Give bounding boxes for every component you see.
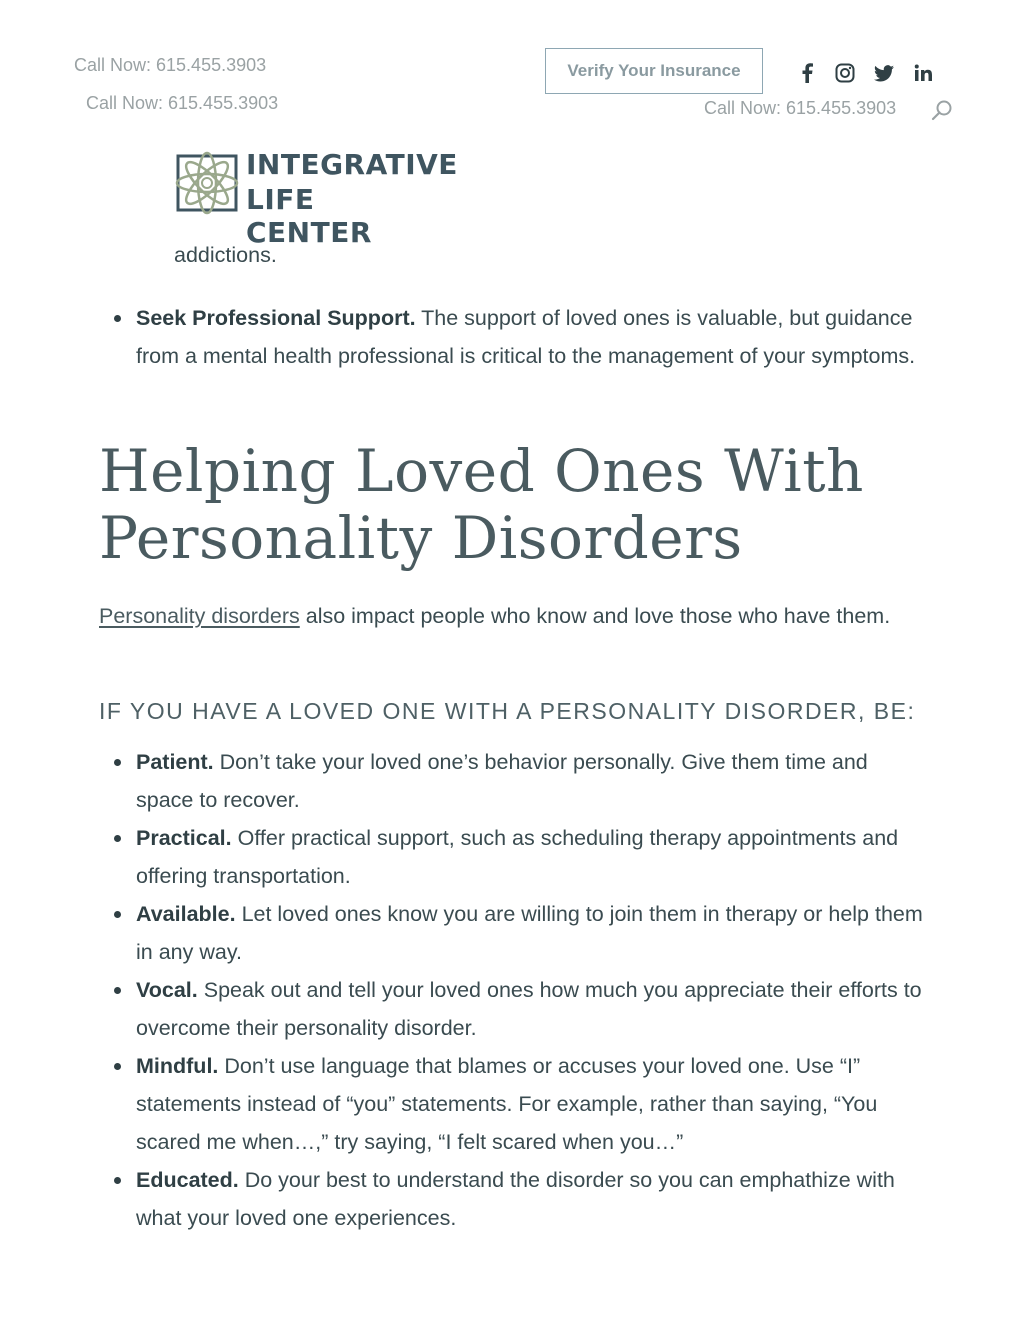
twitter-icon[interactable]	[873, 62, 895, 84]
list-item-text: Offer practical support, such as scheduling therapy appointments and offering transportation.	[136, 826, 899, 888]
personality-disorders-link[interactable]: Personality disorders	[99, 604, 300, 628]
intro-text: also impact people who know and love those who have them.	[299, 604, 891, 628]
list-item-title: Vocal.	[136, 978, 198, 1002]
list-item-title: Mindful.	[136, 1054, 219, 1078]
section-subheading: IF YOU HAVE A LOVED ONE WITH A PERSONALITY DISORDER, BE:	[99, 698, 916, 724]
list-item	[99, 299, 929, 375]
list-item-text: Do your best to understand the disorder so you can emphathize with what your loved one experiences.	[136, 1168, 895, 1230]
logo-line-2: LIFE CENTER	[246, 183, 372, 249]
page-heading: Helping Loved Ones With Personality Disorders	[99, 437, 864, 572]
text-fragment: addictions.	[174, 243, 277, 267]
call-now-link[interactable]: Call Now: 615.455.3903	[74, 55, 267, 75]
list-item-title: Educated.	[136, 1168, 239, 1192]
instagram-icon[interactable]	[834, 62, 856, 84]
list-item	[99, 743, 929, 819]
list-item-text: Let loved ones know you are willing to join them in therapy or help them in any way.	[136, 902, 923, 964]
list-item-title: Seek Professional Support.	[136, 306, 416, 330]
tips-list	[99, 743, 929, 1237]
list-item-text: Speak out and tell your loved ones how much you appreciate their efforts to overcome their personality disorder.	[136, 978, 922, 1040]
facebook-icon[interactable]	[796, 62, 818, 84]
list-item	[99, 819, 929, 895]
logo[interactable]	[172, 146, 458, 249]
list-item-text: Don’t use language that blames or accuses your loved one. Use “I” statements instead of “you” statements. For example, rather than saying, “You scared me when…,” try saying, “I felt scared when you…”	[136, 1054, 878, 1154]
logo-mark-icon	[172, 146, 242, 220]
intro-paragraph	[99, 597, 929, 635]
seek-support-list	[99, 299, 929, 375]
list-item	[99, 895, 929, 971]
logo-line-1: INTEGRATIVE	[246, 148, 458, 181]
search-icon[interactable]	[930, 98, 954, 122]
list-item-title: Practical.	[136, 826, 232, 850]
list-item-title: Patient.	[136, 750, 214, 774]
verify-insurance-button[interactable]: Verify Your Insurance	[545, 48, 763, 94]
linkedin-icon[interactable]	[912, 62, 934, 84]
list-item-text: The support of loved ones is valuable, but guidance from a mental health professional is critical to the management of your symptoms.	[136, 306, 916, 368]
call-now-link[interactable]: Call Now: 615.455.3903	[704, 98, 897, 118]
list-item-text: Don’t take your loved one’s behavior personally. Give them time and space to recover.	[136, 750, 868, 812]
list-item-title: Available.	[136, 902, 236, 926]
list-item	[99, 1161, 929, 1237]
list-item	[99, 1047, 929, 1161]
list-item	[99, 971, 929, 1047]
call-now-link[interactable]: Call Now: 615.455.3903	[86, 93, 279, 113]
